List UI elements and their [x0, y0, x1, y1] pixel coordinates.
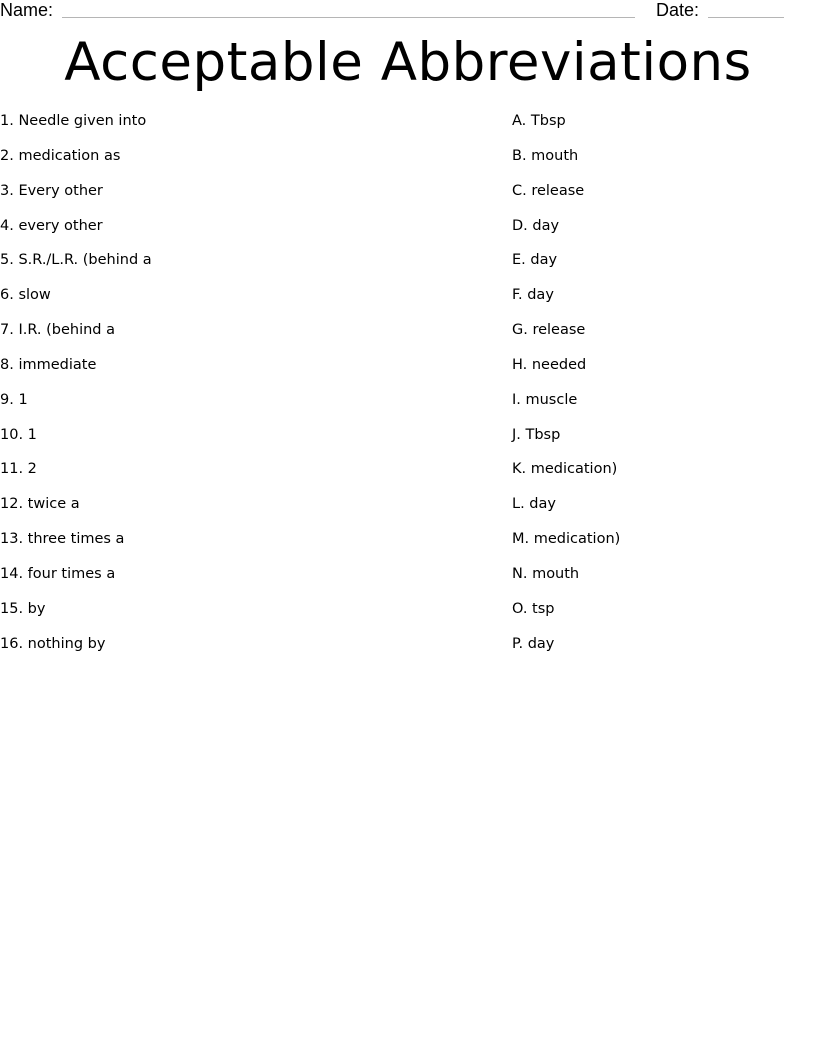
- answer-item: I. muscle: [512, 391, 578, 408]
- question-item: 16. nothing by: [0, 635, 106, 652]
- answer-item: M. medication): [512, 531, 621, 548]
- question-item: 12. twice a: [0, 496, 80, 513]
- answer-item: K. medication): [512, 461, 618, 478]
- question-item: 8. immediate: [0, 356, 97, 373]
- question-list: [0, 111, 480, 669]
- question-item: 3. Every other: [0, 182, 103, 199]
- question-item: 15. by: [0, 600, 46, 617]
- question-item: 5. S.R./L.R. (behind a: [0, 252, 152, 269]
- answer-item: H. needed: [512, 356, 587, 373]
- answer-item: D. day: [512, 217, 560, 234]
- question-item: 9. 1: [0, 391, 28, 408]
- question-item: 11. 2: [0, 461, 37, 478]
- question-item: 10. 1: [0, 426, 37, 443]
- date-label: Date:: [656, 0, 700, 20]
- answer-item: A. Tbsp: [512, 113, 566, 129]
- answer-item: B. mouth: [512, 147, 579, 164]
- answer-item: G. release: [512, 322, 586, 339]
- answer-item: F. day: [512, 287, 554, 304]
- answer-list: [512, 111, 812, 669]
- question-item: 7. I.R. (behind a: [0, 322, 115, 339]
- worksheet-header: [0, 0, 816, 22]
- answer-item: J. Tbsp: [512, 426, 561, 443]
- date-blank-line: [708, 17, 784, 18]
- question-item: 4. every other: [0, 217, 103, 234]
- question-item: 13. three times a: [0, 531, 125, 548]
- page-title: Acceptable Abbreviations: [64, 32, 752, 93]
- answer-item: N. mouth: [512, 565, 580, 582]
- question-item: 14. four times a: [0, 565, 116, 582]
- answer-item: E. day: [512, 252, 558, 269]
- answer-item: O. tsp: [512, 600, 555, 617]
- answer-item: C. release: [512, 182, 585, 199]
- question-item: 1. Needle given into: [0, 113, 147, 129]
- question-item: 2. medication as: [0, 147, 121, 164]
- answer-item: L. day: [512, 496, 556, 513]
- answer-item: P. day: [512, 635, 555, 652]
- name-label: Name:: [0, 0, 54, 20]
- question-item: 6. slow: [0, 287, 51, 304]
- name-blank-line: [62, 17, 635, 18]
